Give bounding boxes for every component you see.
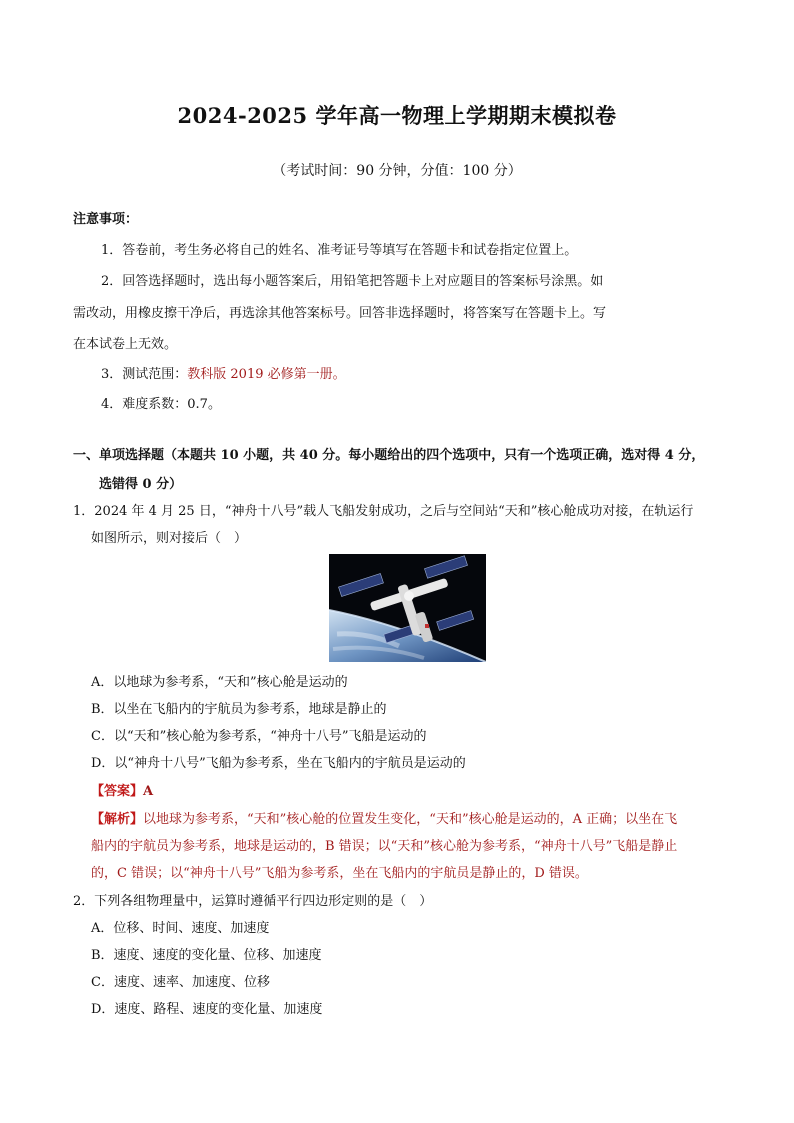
page-title: 2024-2025 学年高一物理上学期期末模拟卷 [177, 103, 617, 128]
notice-heading: 注意事项： [73, 212, 139, 227]
question-1-analysis-line-1 [91, 808, 677, 827]
notice-item-3-prefix: 3．测试范围： [101, 367, 188, 382]
notice-item-1: 1．答卷前，考生务必将自己的姓名、准考证号等填写在答题卡和试卷指定位置上。 [101, 243, 578, 258]
test-range: 教科版 2019 必修第一册。 [187, 367, 346, 382]
space-station-image [329, 554, 486, 662]
exam-info: （考试时间：90 分钟，分值：100 分） [272, 163, 522, 179]
question-2-option-a: A．位移、时间、速度、加速度 [91, 921, 270, 936]
question-1-analysis-line-2: 船内的宇航员为参考系，地球是运动的，B 错误；以“天和”核心舱为参考系，“神舟十八号”飞船是静止 [91, 839, 678, 854]
question-1-option-a: A．以地球为参考系，“天和”核心舱是运动的 [91, 675, 348, 690]
question-1-answer [91, 780, 153, 799]
question-2-option-d: D．速度、路程、速度的变化量、加速度 [91, 1002, 323, 1017]
question-1-analysis-line-3: 的，C 错误；以“神舟十八号”飞船为参考系，坐在飞船内的宇航员是静止的，D 错误。 [91, 866, 588, 881]
question-1-stem-line-1: 1．2024 年 4 月 25 日，“神舟十八号”载人飞船发射成功，之后与空间站“天和”核心舱成功对接，在轨运行 [73, 504, 694, 519]
section-heading-line-1: 一、单项选择题（本题共 10 小题，共 40 分。每小题给出的四个选项中，只有一个选项正确，选对得 4 分， [73, 448, 705, 463]
notice-item-4: 4．难度系数：0.7。 [101, 397, 221, 412]
notice-item-2-line-3: 在本试卷上无效。 [73, 337, 178, 352]
question-2-option-c: C．速度、速率、加速度、位移 [91, 975, 270, 990]
analysis-text-1: 以地球为参考系，“天和”核心舱的位置发生变化，“天和”核心舱是运动的，A 正确；以坐在飞 [143, 812, 678, 827]
analysis-label: 【解析】 [91, 812, 144, 827]
section-heading-line-2: 选错得 0 分） [99, 477, 183, 492]
notice-item-3 [101, 363, 346, 382]
question-1-option-d: D．以“神舟十八号”飞船为参考系，坐在飞船内的宇航员是运动的 [91, 756, 466, 771]
question-1-option-c: C．以“天和”核心舱为参考系，“神舟十八号”飞船是运动的 [91, 729, 427, 744]
notice-item-2-line-2: 需改动，用橡皮擦干净后，再选涂其他答案标号。回答非选择题时，将答案写在答题卡上。写 [73, 306, 607, 321]
question-2-option-b: B．速度、速度的变化量、位移、加速度 [91, 948, 322, 963]
question-1-stem-line-2: 如图所示，则对接后（ ） [91, 531, 248, 546]
answer-label: 【答案】 [91, 784, 144, 799]
notice-item-2-line-1: 2．回答选择题时，选出每小题答案后，用铅笔把答题卡上对应题目的答案标号涂黑。如 [101, 274, 604, 289]
answer-value: A [143, 784, 154, 799]
question-2-stem: 2．下列各组物理量中，运算时遵循平行四边形定则的是（ ） [73, 894, 433, 909]
question-1-option-b: B．以坐在飞船内的宇航员为参考系，地球是静止的 [91, 702, 387, 717]
